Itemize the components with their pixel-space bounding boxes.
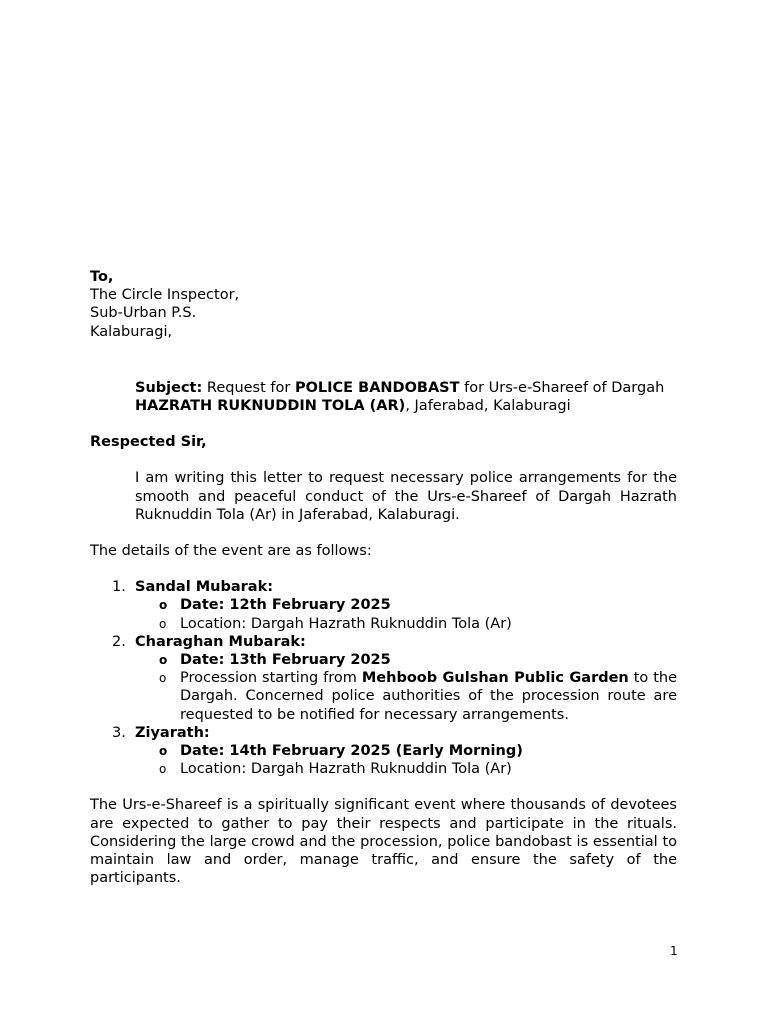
bullet-icon: o	[159, 616, 167, 631]
event-date	[135, 651, 677, 669]
bullet-icon: o	[159, 744, 168, 759]
address-line-3: Kalaburagi,	[90, 323, 173, 340]
procession-text-2: to the Dargah. Concerned police authorities of the procession route are requested to be notified for necessary arrangements.	[180, 670, 677, 723]
event-date-text: Date: 13th February 2025	[180, 652, 391, 669]
event-location-text: Location: Dargah Hazrath Ruknuddin Tola (Ar)	[180, 615, 512, 632]
event-details	[135, 742, 677, 778]
page-number: 1	[670, 944, 678, 958]
subject-bold-1: POLICE BANDOBAST	[294, 379, 460, 396]
event-item	[90, 724, 677, 779]
event-item	[90, 578, 677, 633]
details-intro: The details of the event are as follows:	[90, 543, 372, 560]
subject-text-1: Request for	[202, 379, 295, 396]
address-line-1: The Circle Inspector,	[90, 287, 240, 304]
event-location-text: Location: Dargah Hazrath Ruknuddin Tola (Ar)	[180, 761, 512, 778]
event-procession	[135, 669, 677, 724]
event-date-text: Date: 14th February 2025 (Early Morning)	[180, 743, 523, 760]
subject-text-3: , Jaferabad, Kalaburagi	[405, 398, 571, 415]
procession-start-place: Mehboob Gulshan Public Garden	[361, 670, 629, 687]
to-label: To,	[90, 269, 114, 285]
intro-paragraph: I am writing this letter to request necessary police arrangements for the smooth and peaceful conduct of the Urs-e-Shareef of Dargah Hazrath Ruknuddin Tola (Ar) in Jaferabad, Kalaburagi.	[135, 470, 677, 523]
event-date-text: Date: 12th February 2025	[180, 597, 391, 614]
recipient-address	[90, 268, 677, 341]
event-title: Ziyarath:	[135, 724, 210, 741]
event-number: 1.	[112, 579, 126, 596]
subject-text-2: for Urs-e-Shareef of Dargah	[459, 379, 665, 396]
subject-line	[135, 379, 677, 415]
event-item	[90, 633, 677, 724]
event-number: 3.	[112, 724, 126, 741]
event-location	[135, 615, 677, 633]
event-details	[135, 596, 677, 632]
salutation: Respected Sir,	[90, 434, 207, 451]
event-number: 2.	[112, 633, 126, 650]
event-title: Sandal Mubarak:	[135, 579, 274, 596]
address-line-2: Sub-Urban P.S.	[90, 305, 197, 322]
bullet-icon: o	[159, 762, 167, 777]
letter-body	[90, 268, 677, 887]
event-date	[135, 596, 677, 614]
event-list	[90, 578, 677, 778]
closing-paragraph: The Urs-e-Shareef is a spiritually significant event where thousands of devotees are expected to gather to pay their respects and participate in the rituals. Considering the large crowd and the procession, police bandobast is essential to maintain law and order, manage traffic, and ensure the safety of the participants.	[90, 797, 677, 887]
event-location	[135, 760, 677, 778]
event-title: Charaghan Mubarak:	[135, 633, 306, 650]
bullet-icon: o	[159, 598, 168, 613]
bullet-icon: o	[159, 671, 167, 686]
bullet-icon: o	[159, 653, 168, 668]
event-date	[135, 742, 677, 760]
subject-label: Subject:	[135, 379, 203, 396]
event-details	[135, 651, 677, 724]
procession-text-1: Procession starting from	[180, 670, 362, 687]
subject-bold-2: HAZRATH RUKNUDDIN TOLA (AR)	[135, 398, 406, 415]
